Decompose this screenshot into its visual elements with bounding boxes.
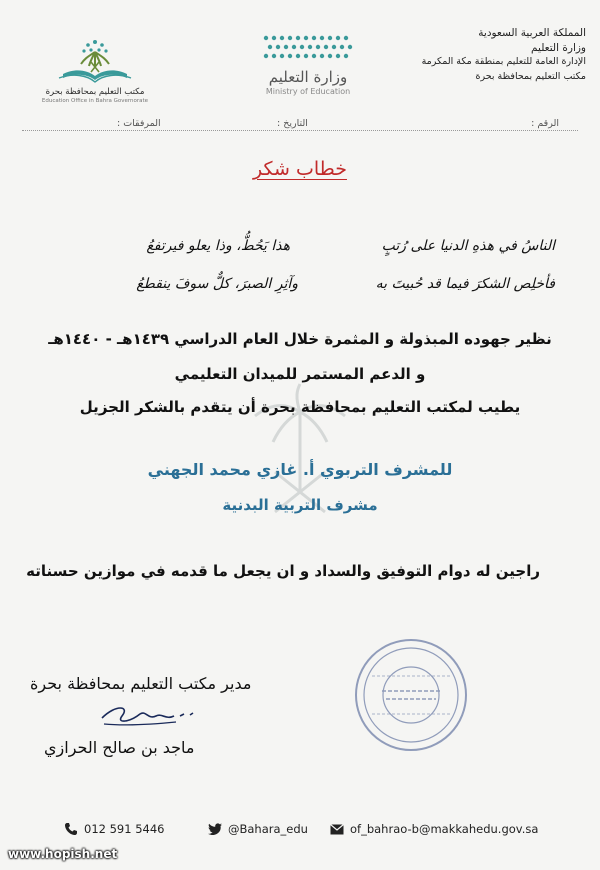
director-title: مدير مكتب التعليم بمحافظة بحرة — [30, 674, 252, 693]
header-line-directorate: الإدارة العامة للتعليم بمنطقة مكة المكرمة — [421, 56, 586, 67]
meta-divider — [22, 130, 578, 131]
date-label: التاريخ : — [274, 118, 311, 129]
phone-number: 012 591 5446 — [84, 822, 165, 836]
poem-line1-left: هذا يَحُطُّ، وذا يعلو فيرتفعُ — [146, 238, 290, 254]
site-watermark: www.hopish.net — [8, 847, 118, 861]
palm-book-logo-icon — [55, 38, 135, 86]
office-logo — [30, 38, 160, 104]
header-line-office: مكتب التعليم بمحافظة بحرة — [475, 70, 586, 82]
office-name-ar: مكتب التعليم بمحافظة بحرة — [45, 87, 145, 97]
poem-line2-left: وآثِرِ الصبرَ، كلٌّ سوفَ ينقطعُ — [136, 276, 298, 292]
footer-contacts — [0, 808, 600, 848]
office-name-en: Education Office in Bahra Governorate — [41, 98, 149, 104]
phone-icon — [64, 822, 78, 836]
body-line-3: يطيب لمكتب التعليم بمحافظة بحرة أن يتقدم بالشكر الجزيل — [79, 398, 521, 416]
footer-email — [330, 822, 538, 836]
email-address: of_bahrao-b@makkahedu.gov.sa — [350, 822, 539, 836]
header-line-ministry: وزارة التعليم — [531, 41, 586, 54]
footer-phone — [64, 822, 164, 836]
ministry-logo — [228, 32, 388, 96]
twitter-icon — [208, 823, 222, 835]
body-line-1: نظير جهوده المبذولة و المثمرة خلال العام الدراسي ١٤٣٩هـ - ١٤٤٠هـ — [48, 330, 552, 348]
ministry-name-ar: وزارة التعليم — [268, 68, 348, 86]
header-line-kingdom: المملكة العربية السعودية — [478, 27, 586, 39]
poem-line2-right: فأخلِص الشكرَ فيما قد حُبيتَ به — [375, 276, 555, 292]
mail-icon — [330, 824, 344, 835]
poem-line1-right: الناسُ في هذهِ الدنيا على رُتبٍ — [381, 238, 555, 254]
closing-wish: راجين له دوام التوفيق والسداد و ان يجعل ما قدمه في موازين حسناته — [26, 562, 540, 580]
body-line-2: و الدعم المستمر للميدان التعليمي — [174, 365, 426, 383]
attachments-label: المرفقات : — [114, 118, 164, 129]
honoree-name: للمشرف التربوي أ. غازي محمد الجهني — [147, 460, 453, 479]
number-label: الرقم : — [528, 118, 562, 129]
ministry-name-en: Ministry of Education — [265, 87, 351, 96]
honoree-role: مشرف التربية البدنية — [222, 496, 378, 514]
official-stamp-icon — [352, 636, 470, 754]
twitter-handle: @Bahara_edu — [228, 822, 308, 836]
letter-title: خطاب شكر — [253, 158, 347, 180]
header-kingdom-block — [408, 26, 586, 84]
director-name: ماجد بن صالح الحرازي — [44, 738, 195, 757]
footer-twitter — [208, 822, 308, 836]
signature-scribble-icon — [96, 696, 206, 736]
ministry-dots-icon — [260, 32, 356, 62]
meta-row — [22, 116, 578, 140]
